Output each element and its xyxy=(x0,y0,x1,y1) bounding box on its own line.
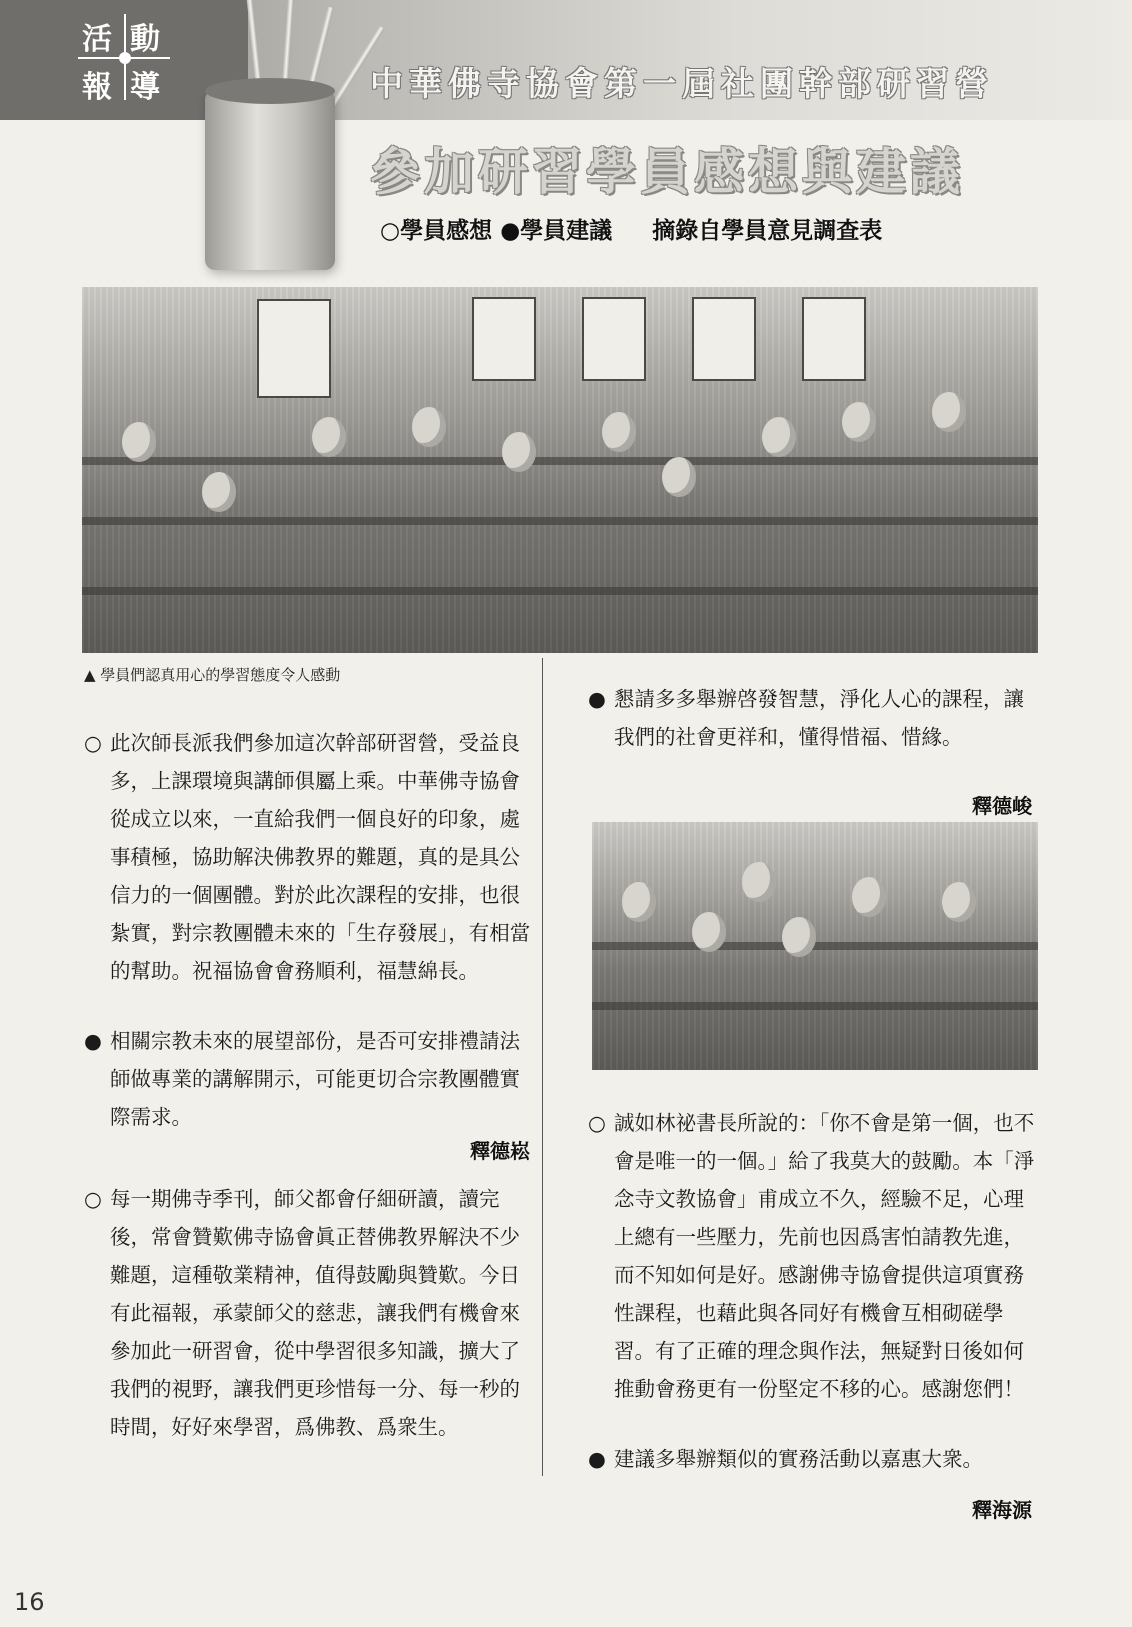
section-char: 活 xyxy=(82,22,112,57)
column-divider xyxy=(542,658,543,1476)
suggestion-text xyxy=(588,1440,1038,1478)
series-title: 中華佛寺協會第一屆社團幹部研習營 xyxy=(370,64,994,103)
open-circle-mark: ○ xyxy=(588,1111,606,1135)
signature: 釋德峻 xyxy=(972,794,1032,818)
attendee xyxy=(502,432,536,472)
photo-window xyxy=(582,297,646,381)
signature: 釋德崧 xyxy=(470,1139,530,1163)
suggestion-block xyxy=(588,1440,1038,1478)
attendee xyxy=(842,402,876,442)
attendee xyxy=(742,862,776,902)
attendee xyxy=(412,407,446,447)
attendee xyxy=(782,917,816,957)
filled-circle-mark: ● xyxy=(500,218,521,244)
attendee xyxy=(602,412,636,452)
attendee xyxy=(762,417,796,457)
comment-block xyxy=(84,1180,538,1446)
comment-body: 此次師長派我們參加這次幹部研習營，受益良多，上課環境與講師俱屬上乘。中華佛寺協會從成立以來，一直給我們一個良好的印象，處事積極，協助解決佛教界的難題，真的是具公信力的一個團體。對於此次課程的安排，也很紮實，對宗教團體未來的「生存發展」，有相當的幫助。祝福協會會務順利，福慧綿長。 xyxy=(110,731,531,983)
desk-row xyxy=(592,1002,1038,1010)
comment-text xyxy=(84,1180,538,1446)
page-title: 參加研習學員感想與建議 xyxy=(370,143,964,201)
legend-line xyxy=(380,212,882,245)
desk-row xyxy=(82,517,1038,525)
suggestion-block xyxy=(588,680,1038,756)
attendee xyxy=(312,417,346,457)
suggestion-body: 相關宗教未來的展望部份，是否可安排禮請法師做專業的講解開示，可能更切合宗教團體實際需求。 xyxy=(110,1029,520,1129)
photo-window xyxy=(472,297,536,381)
section-char: 動 xyxy=(130,22,160,57)
comment-text xyxy=(588,1104,1038,1408)
attendee xyxy=(662,457,696,497)
page-number: 16 xyxy=(14,1588,45,1616)
suggestion-body: 建議多舉辦類似的實務活動以嘉惠大衆。 xyxy=(614,1447,983,1471)
pen-cup-rim xyxy=(205,78,335,104)
suggestion-block xyxy=(84,1022,538,1136)
filled-circle-mark: ● xyxy=(588,1447,606,1471)
section-char: 導 xyxy=(130,70,160,105)
pen-cup-illustration xyxy=(205,90,335,270)
attendee xyxy=(932,392,966,432)
comment-block xyxy=(588,1104,1038,1408)
filled-circle-mark: ● xyxy=(588,687,606,711)
filled-circle-mark: ● xyxy=(84,1029,102,1053)
attendee xyxy=(202,472,236,512)
main-photo xyxy=(82,287,1038,653)
suggestion-text xyxy=(588,680,1038,756)
desk-row xyxy=(82,587,1038,595)
legend-source: 摘錄自學員意見調查表 xyxy=(652,218,883,244)
secondary-photo xyxy=(592,822,1038,1070)
photo-window xyxy=(692,297,756,381)
open-circle-mark: ○ xyxy=(84,1187,102,1211)
comment-body: 每一期佛寺季刊，師父都會仔細研讀，讀完後，常會贊歎佛寺協會眞正替佛教界解決不少難題，這種敬業精神，值得鼓勵與贊歎。今日有此福報，承蒙師父的慈悲，讓我們有機會來參加此一研習會，從中學習很多知識，擴大了我們的視野，讓我們更珍惜每一分、每一秒的時間，好好來學習，爲佛教、爲衆生。 xyxy=(110,1187,520,1439)
legend-suggestions: 學員建議 xyxy=(520,218,613,244)
photo-caption: ▲ 學員們認真用心的學習態度令人感動 xyxy=(84,666,341,684)
legend-thoughts: 學員感想 xyxy=(400,218,493,244)
attendee xyxy=(122,422,156,462)
suggestion-text xyxy=(84,1022,538,1136)
desk-row xyxy=(82,457,1038,465)
comment-block xyxy=(84,724,538,990)
photo-window xyxy=(257,299,331,398)
attendee xyxy=(852,877,886,917)
comment-body: 誠如林祕書長所說的：「你不會是第一個，也不會是唯一的一個。」給了我莫大的鼓勵。本「淨念寺文教協會」甫成立不久，經驗不足，心理上總有一些壓力，先前也因爲害怕請教先進，而不知如何是好。感謝佛寺協會提供這項實務性課程，也藉此與各同好有機會互相砌磋學習。有了正確的理念與作法，無疑對日後如何推動會務更有一份堅定不移的心。感謝您們！ xyxy=(614,1111,1035,1401)
suggestion-body: 懇請多多舉辦啓發智慧，淨化人心的課程，讓我們的社會更祥和，懂得惜福、惜緣。 xyxy=(614,687,1024,749)
attendee xyxy=(622,882,656,922)
signature: 釋海源 xyxy=(972,1498,1032,1522)
open-circle-mark: ○ xyxy=(380,218,401,244)
attendee xyxy=(692,912,726,952)
photo-window xyxy=(802,297,866,381)
attendee xyxy=(942,882,976,922)
section-char: 報 xyxy=(82,70,112,105)
comment-text xyxy=(84,724,538,990)
open-circle-mark: ○ xyxy=(84,731,102,755)
